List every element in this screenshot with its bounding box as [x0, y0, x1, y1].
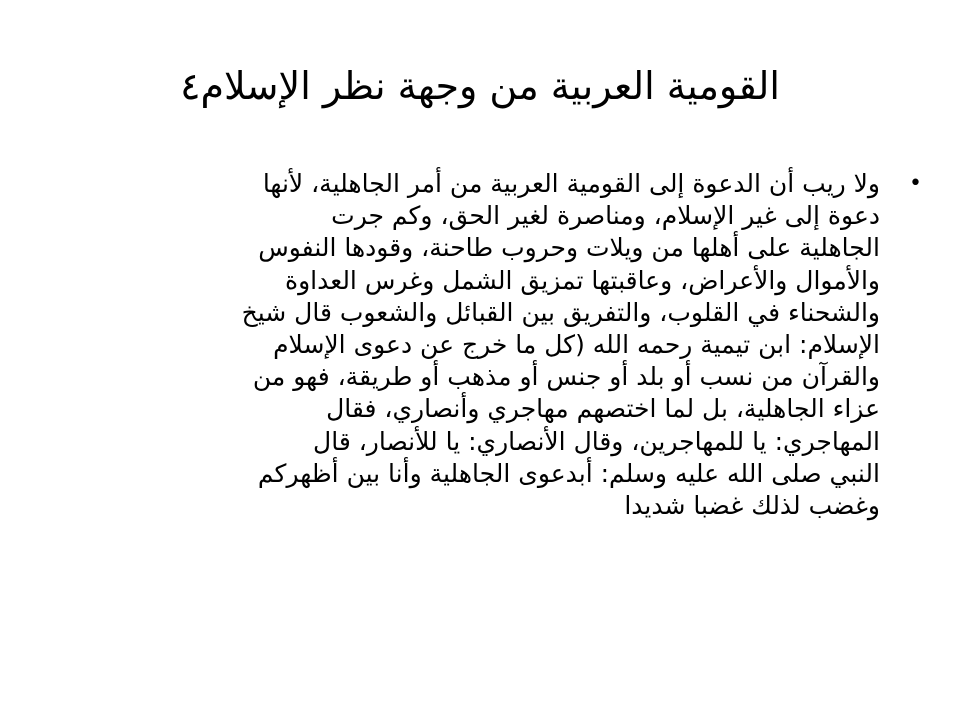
bullet-icon: •: [909, 171, 922, 196]
slide-title: القومية العربية من وجهة نظر الإسلام٤: [180, 64, 780, 108]
paragraph-line: والأموال والأعراض، وعاقبتها تمزيق الشمل وغرس العداوة: [285, 265, 880, 295]
paragraph-line: المهاجري: يا للمهاجرين، وقال الأنصاري: يا للأنصار، قال: [313, 426, 880, 456]
paragraph-text: [80, 168, 880, 522]
paragraph-line: النبي صلى الله عليه وسلم: أبدعوى الجاهلية وأنا بين أظهركم: [257, 458, 880, 488]
paragraph-line: والشحناء في القلوب، والتفريق بين القبائل والشعوب قال شيخ: [241, 297, 880, 327]
slide-content: [80, 168, 922, 522]
paragraph-line: ولا ريب أن الدعوة إلى القومية العربية من أمر الجاهلية، لأنها: [262, 169, 880, 198]
paragraph-line: والقرآن من نسب أو بلد أو جنس أو مذهب أو طريقة، فهو من: [252, 362, 880, 392]
bullet-item: [80, 168, 922, 522]
paragraph-line: دعوة إلى غير الإسلام، ومناصرة لغير الحق، وكم جرت: [331, 201, 880, 231]
paragraph-line: وغضب لذلك غضبا شديدا: [624, 491, 880, 521]
paragraph-line: عزاء الجاهلية، بل لما اختصهم مهاجري وأنصاري، فقال: [326, 394, 880, 424]
paragraph-line: الجاهلية على أهلها من ويلات وحروب طاحنة، وقودها النفوس: [258, 233, 880, 263]
paragraph-line: الإسلام: ابن تيمية رحمه الله (كل ما خرج عن دعوى الإسلام: [273, 330, 880, 360]
